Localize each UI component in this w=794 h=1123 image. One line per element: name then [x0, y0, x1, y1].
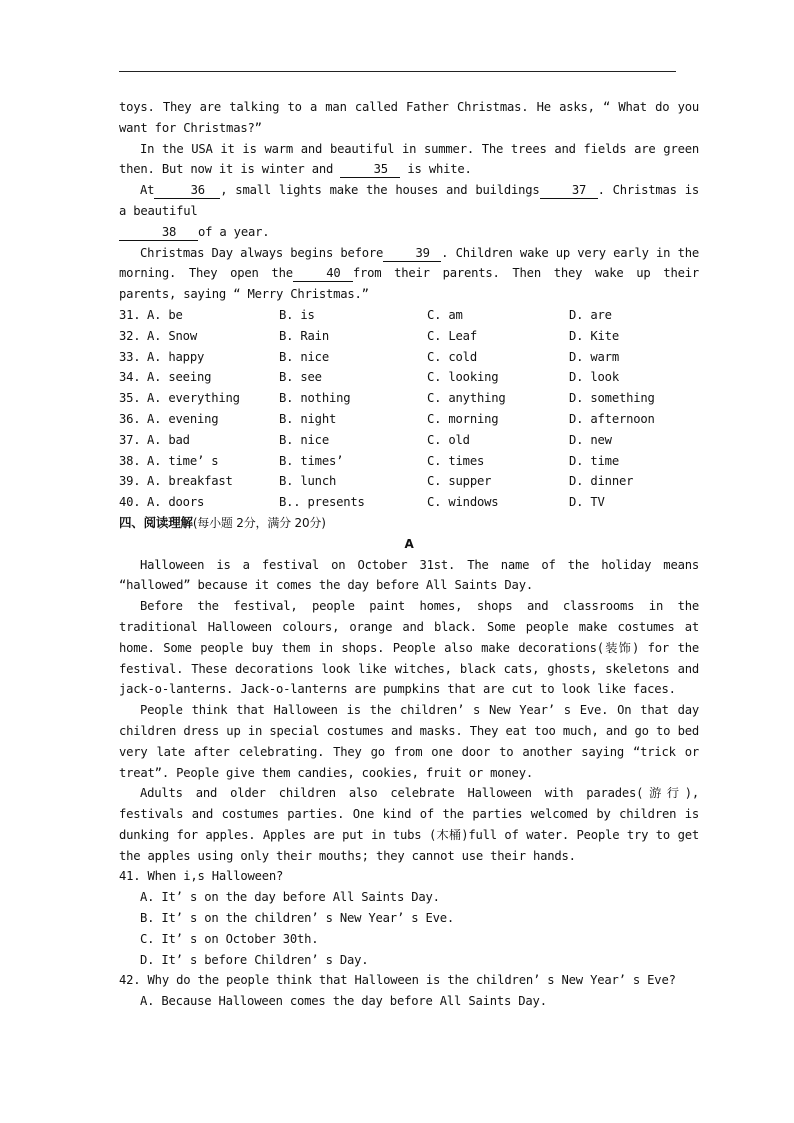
question-41-option-d: D. It’ s before Children’ s Day. — [140, 952, 369, 967]
option-row: 33. A. happy B. nice C. cold D. warm — [119, 349, 619, 364]
passage-paragraph-3: At 36 , small lights make the houses and buildings 37 . Christmas is a beautiful 38 of a year. — [119, 183, 699, 239]
blank-36: 36 — [154, 183, 220, 199]
blank-39: 39 — [383, 246, 441, 262]
blank-38: 38 — [119, 225, 198, 241]
options-list — [119, 305, 699, 513]
blank-40: 40 — [293, 266, 353, 282]
option-row: 34. A. seeing B. see C. looking D. look — [119, 370, 619, 385]
question-42-option-a: A. Because Halloween comes the day before All Saints Day. — [140, 994, 547, 1009]
question-41: 41. When i,s Halloween? — [119, 869, 284, 884]
option-row: 38. A. time’ s B. times’ C. times D. time — [119, 453, 619, 468]
reading-paragraph-1: Halloween is a festival on October 31st. The name of the holiday means “hallowed” because it comes the day before All Saints Day. — [119, 557, 699, 593]
header-rule — [119, 71, 676, 72]
passage-paragraph-4: Christmas Day always begins before 39 . Children wake up very early in the morning. They open the 40 from their parents. Then they wake up their parents, saying “ Merry Christmas.” — [119, 245, 699, 302]
part-label: A — [404, 536, 414, 551]
option-row: 36. A. evening B. night C. morning D. afternoon — [119, 411, 655, 426]
question-41-option-b: B. It’ s on the children’ s New Year’ s Eve. — [140, 911, 455, 926]
section-heading: 四、阅读理解(每小题 2分，满分 20分) — [119, 514, 326, 530]
reading-paragraph-4: Adults and older children also celebrate Halloween with parades(游行), festivals and costumes parties. One kind of the parties welcomed by children is dunking for apples. Apples are put in tubs (木桶)full of water. People try to get the apples using only their mouths; they cannot use their hands. — [119, 786, 699, 863]
option-row: 37. A. bad B. nice C. old D. new — [119, 432, 612, 447]
blank-35: 35 — [340, 162, 400, 178]
option-row: 39. A. breakfast B. lunch C. supper D. dinner — [119, 474, 634, 489]
question-41-option-c: C. It’ s on October 30th. — [140, 931, 319, 946]
section-note: (每小题 2分，满分 20分) — [192, 515, 326, 530]
option-row: 31. A. be B. is C. am D. are — [119, 307, 612, 322]
document-page — [119, 97, 699, 1012]
question-42: 42. Why do the people think that Halloween is the children’ s New Year’ s Eve? — [119, 973, 676, 988]
reading-paragraph-3: People think that Halloween is the children’ s New Year’ s Eve. On that day children dress up in special costumes and masks. They eat too much, and go to bed very late after celebrating. They go from one door to another saying “trick or treat”. People give them candies, cookies, fruit or money. — [119, 703, 699, 780]
passage-paragraph-2: In the USA it is warm and beautiful in summer. The trees and fields are green then. But now it is winter and 35 is white. — [119, 141, 699, 177]
passage-line-1: toys. They are talking to a man called Father Christmas. He asks, “ What do you want for Christmas?” — [119, 100, 699, 135]
option-row: 32. A. Snow B. Rain C. Leaf D. Kite — [119, 328, 619, 343]
question-41-option-a: A. It’ s on the day before All Saints Day. — [140, 890, 440, 905]
reading-paragraph-2: Before the festival, people paint homes, shops and classrooms in the traditional Halloween colours, orange and black. Some people make costumes at home. Some people buy them in shops. People also make decorations(装饰) for the festival. These decorations look like witches, black cats, ghosts, skeletons and jack-o-lanterns. Jack-o-lanterns are pumpkins that are cut to look like faces. — [119, 599, 699, 697]
option-row: 35. A. everything B. nothing C. anything D. something — [119, 391, 655, 406]
option-row: 40. A. doors B.. presents C. windows D. TV — [119, 495, 605, 510]
blank-37: 37 — [540, 183, 598, 199]
